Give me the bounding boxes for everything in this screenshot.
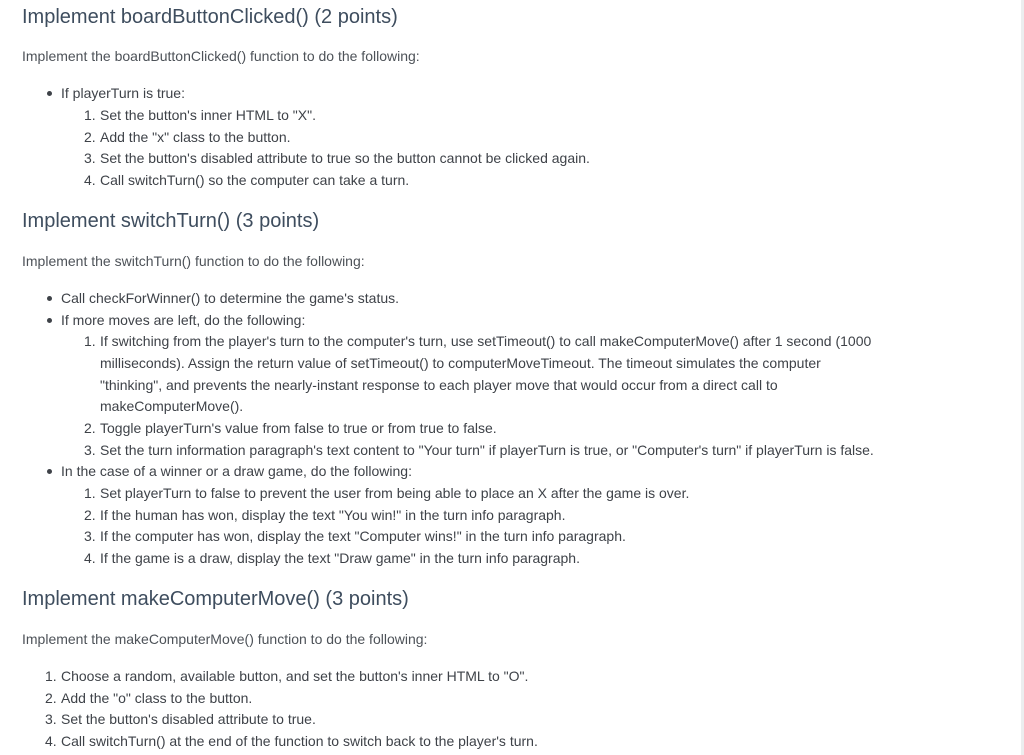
step-item: 1. Set playerTurn to false to prevent the user from being able to place an X after the game is over. <box>84 485 690 501</box>
step-item: 1. Set the button's inner HTML to "X". <box>84 107 316 123</box>
section-heading-switch-turn: Implement switchTurn() (3 points) <box>22 210 320 232</box>
bullet-icon <box>47 91 52 96</box>
step-item: 2. Add the "o" class to the button. <box>45 690 253 706</box>
step-item-continuation: milliseconds). Assign the return value of setTimeout() to computerMoveTimeout. The timeout simulates the computer <box>100 355 821 371</box>
step-item: 1. If switching from the player's turn to the computer's turn, use setTimeout() to call makeComputerMove() after 1 second (1000 <box>84 333 872 349</box>
step-item: 3. Set the button's disabled attribute to true. <box>45 711 316 727</box>
step-item: 1. Choose a random, available button, and set the button's inner HTML to "O". <box>45 668 529 684</box>
step-item: 2. If the human has won, display the text "You win!" in the turn info paragraph. <box>84 507 566 523</box>
step-item: 4. If the game is a draw, display the text "Draw game" in the turn info paragraph. <box>84 550 580 566</box>
bullet-icon <box>47 318 52 323</box>
step-item: 2. Add the "x" class to the button. <box>84 129 291 145</box>
step-item: 3. Set the turn information paragraph's text content to "Your turn" if playerTurn is true, or "Computer's turn" if playerTurn is false. <box>84 442 874 458</box>
section-intro: Implement the makeComputerMove() function to do the following: <box>22 631 428 647</box>
step-item-continuation: makeComputerMove(). <box>100 398 244 414</box>
bullet-item: In the case of a winner or a draw game, do the following: <box>61 463 412 479</box>
section-intro: Implement the boardButtonClicked() function to do the following: <box>22 48 420 64</box>
section-heading-board-button-clicked: Implement boardButtonClicked() (2 points) <box>22 6 398 28</box>
bullet-icon <box>47 296 52 301</box>
step-item: 3. If the computer has won, display the text "Computer wins!" in the turn info paragraph. <box>84 528 626 544</box>
bullet-item: If playerTurn is true: <box>61 85 185 101</box>
step-item-continuation: "thinking", and prevents the nearly-instant response to each player move that would occur from a direct call to <box>100 377 778 393</box>
bullet-icon <box>47 469 52 474</box>
step-item: 2. Toggle playerTurn's value from false to true or from true to false. <box>84 420 497 436</box>
step-item: 3. Set the button's disabled attribute to true so the button cannot be clicked again. <box>84 150 590 166</box>
step-item: 4. Call switchTurn() so the computer can take a turn. <box>84 172 410 188</box>
step-item: 4. Call switchTurn() at the end of the function to switch back to the player's turn. <box>45 733 538 749</box>
bullet-item: If more moves are left, do the following: <box>61 312 306 328</box>
section-intro: Implement the switchTurn() function to do the following: <box>22 253 365 269</box>
section-heading-make-computer-move: Implement makeComputerMove() (3 points) <box>22 588 409 610</box>
bullet-item: Call checkForWinner() to determine the game's status. <box>61 290 400 306</box>
